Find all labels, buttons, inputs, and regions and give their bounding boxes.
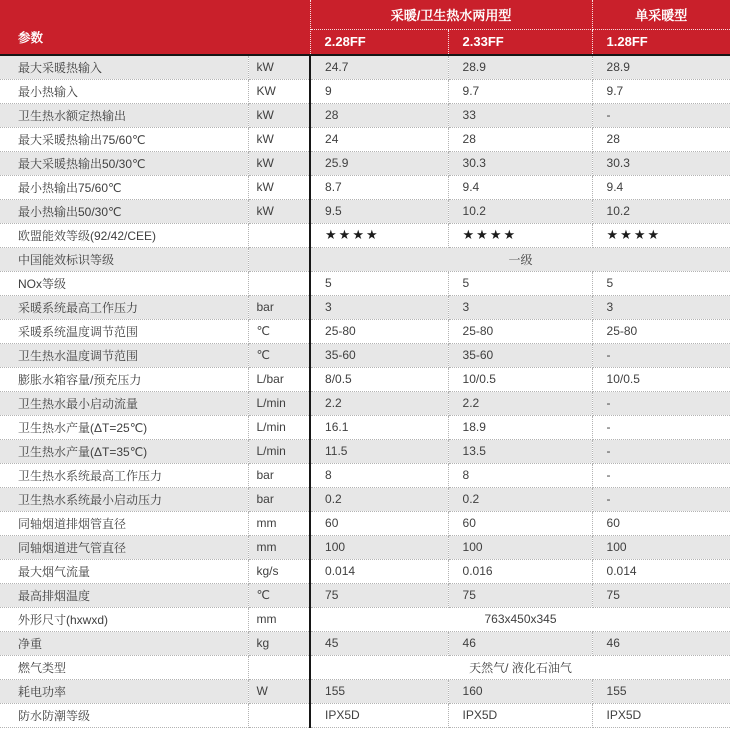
value-cell: 75 bbox=[592, 583, 730, 607]
unit-cell: L/min bbox=[248, 415, 310, 439]
value-cell: 9 bbox=[310, 79, 448, 103]
value-cell: - bbox=[592, 463, 730, 487]
param-cell: NOx等级 bbox=[0, 271, 248, 295]
value-cell: 13.5 bbox=[448, 439, 592, 463]
unit-cell: mm bbox=[248, 607, 310, 631]
unit-cell bbox=[248, 703, 310, 727]
value-cell: 8 bbox=[310, 463, 448, 487]
table-row bbox=[0, 175, 730, 199]
table-row bbox=[0, 199, 730, 223]
table-row bbox=[0, 511, 730, 535]
table-row bbox=[0, 631, 730, 655]
table-row bbox=[0, 55, 730, 79]
table-row bbox=[0, 127, 730, 151]
unit-cell: bar bbox=[248, 463, 310, 487]
unit-cell bbox=[248, 247, 310, 271]
value-cell: 24 bbox=[310, 127, 448, 151]
header-group-combi: 采暖/卫生热水两用型 bbox=[310, 0, 592, 29]
table-row bbox=[0, 391, 730, 415]
span-value-cell: 763x450x345 bbox=[310, 607, 730, 631]
unit-cell: W bbox=[248, 679, 310, 703]
param-cell: 卫生热水温度调节范围 bbox=[0, 343, 248, 367]
value-cell: 8/0.5 bbox=[310, 367, 448, 391]
unit-cell: kW bbox=[248, 55, 310, 79]
value-cell: 25-80 bbox=[310, 319, 448, 343]
value-cell: 46 bbox=[448, 631, 592, 655]
param-cell: 净重 bbox=[0, 631, 248, 655]
table-row bbox=[0, 439, 730, 463]
unit-cell: ℃ bbox=[248, 343, 310, 367]
value-cell: 60 bbox=[592, 511, 730, 535]
unit-cell: mm bbox=[248, 511, 310, 535]
value-cell: 100 bbox=[310, 535, 448, 559]
model-column-228ff: 2.28FF bbox=[310, 29, 448, 55]
value-cell: 5 bbox=[310, 271, 448, 295]
value-cell: 33 bbox=[448, 103, 592, 127]
value-cell: 60 bbox=[310, 511, 448, 535]
unit-cell: bar bbox=[248, 295, 310, 319]
param-cell: 最小热输出50/30℃ bbox=[0, 199, 248, 223]
table-row bbox=[0, 679, 730, 703]
table-row bbox=[0, 271, 730, 295]
table-row bbox=[0, 223, 730, 247]
param-cell: 卫生热水产量(ΔT=25℃) bbox=[0, 415, 248, 439]
value-cell: 5 bbox=[592, 271, 730, 295]
value-cell: - bbox=[592, 487, 730, 511]
unit-cell: KW bbox=[248, 79, 310, 103]
value-cell: 10/0.5 bbox=[448, 367, 592, 391]
value-cell: 10.2 bbox=[448, 199, 592, 223]
value-cell: 28 bbox=[592, 127, 730, 151]
param-cell: 最小热输入 bbox=[0, 79, 248, 103]
value-cell: 2.2 bbox=[310, 391, 448, 415]
value-cell: IPX5D bbox=[592, 703, 730, 727]
value-cell: 75 bbox=[448, 583, 592, 607]
table-row bbox=[0, 319, 730, 343]
header-group-row bbox=[0, 0, 730, 29]
value-cell: 9.4 bbox=[592, 175, 730, 199]
value-cell: 25-80 bbox=[592, 319, 730, 343]
param-cell: 卫生热水系统最高工作压力 bbox=[0, 463, 248, 487]
value-cell: 75 bbox=[310, 583, 448, 607]
value-cell: - bbox=[592, 391, 730, 415]
table-row bbox=[0, 343, 730, 367]
unit-cell: L/min bbox=[248, 391, 310, 415]
param-cell: 最大采暖热输出50/30℃ bbox=[0, 151, 248, 175]
value-cell: 28 bbox=[448, 127, 592, 151]
value-cell: 8 bbox=[448, 463, 592, 487]
value-cell: 155 bbox=[592, 679, 730, 703]
table-row bbox=[0, 487, 730, 511]
value-cell: 45 bbox=[310, 631, 448, 655]
value-cell: - bbox=[592, 103, 730, 127]
unit-cell bbox=[248, 271, 310, 295]
value-cell: 18.9 bbox=[448, 415, 592, 439]
unit-cell bbox=[248, 223, 310, 247]
value-cell: 0.2 bbox=[448, 487, 592, 511]
value-cell: 30.3 bbox=[448, 151, 592, 175]
unit-cell: kW bbox=[248, 151, 310, 175]
param-cell: 采暖系统最高工作压力 bbox=[0, 295, 248, 319]
value-cell: 25.9 bbox=[310, 151, 448, 175]
table-row bbox=[0, 103, 730, 127]
unit-cell: kg bbox=[248, 631, 310, 655]
table-row bbox=[0, 463, 730, 487]
value-cell: 35-60 bbox=[448, 343, 592, 367]
value-cell: 155 bbox=[310, 679, 448, 703]
param-cell: 膨胀水箱容量/预充压力 bbox=[0, 367, 248, 391]
value-cell: 16.1 bbox=[310, 415, 448, 439]
param-cell: 卫生热水系统最小启动压力 bbox=[0, 487, 248, 511]
value-cell: 28.9 bbox=[448, 55, 592, 79]
value-cell: 0.014 bbox=[592, 559, 730, 583]
param-cell: 卫生热水最小启动流量 bbox=[0, 391, 248, 415]
param-cell: 防水防潮等级 bbox=[0, 703, 248, 727]
star-rating-cell: ★★★★ bbox=[310, 223, 448, 247]
value-cell: IPX5D bbox=[310, 703, 448, 727]
param-cell: 最大烟气流量 bbox=[0, 559, 248, 583]
table-row bbox=[0, 703, 730, 727]
value-cell: 100 bbox=[448, 535, 592, 559]
table-header bbox=[0, 0, 730, 55]
value-cell: 160 bbox=[448, 679, 592, 703]
value-cell: 9.4 bbox=[448, 175, 592, 199]
value-cell: 0.014 bbox=[310, 559, 448, 583]
unit-cell: L/min bbox=[248, 439, 310, 463]
table-row bbox=[0, 247, 730, 271]
value-cell: - bbox=[592, 343, 730, 367]
unit-cell: ℃ bbox=[248, 319, 310, 343]
unit-cell bbox=[248, 655, 310, 679]
param-cell: 欧盟能效等级(92/42/CEE) bbox=[0, 223, 248, 247]
value-cell: - bbox=[592, 415, 730, 439]
span-value-cell: 一级 bbox=[310, 247, 730, 271]
value-cell: 30.3 bbox=[592, 151, 730, 175]
param-cell: 最大采暖热输出75/60℃ bbox=[0, 127, 248, 151]
star-rating-cell: ★★★★ bbox=[592, 223, 730, 247]
value-cell: 3 bbox=[310, 295, 448, 319]
value-cell: 24.7 bbox=[310, 55, 448, 79]
value-cell: 0.2 bbox=[310, 487, 448, 511]
unit-cell: L/bar bbox=[248, 367, 310, 391]
table-row bbox=[0, 151, 730, 175]
param-cell: 最小热输出75/60℃ bbox=[0, 175, 248, 199]
table-row bbox=[0, 583, 730, 607]
param-cell: 外形尺寸(hxwxd) bbox=[0, 607, 248, 631]
param-cell: 最大采暖热输入 bbox=[0, 55, 248, 79]
unit-cell: kW bbox=[248, 199, 310, 223]
table-row bbox=[0, 607, 730, 631]
table-row bbox=[0, 655, 730, 679]
value-cell: 3 bbox=[592, 295, 730, 319]
value-cell: 8.7 bbox=[310, 175, 448, 199]
table-row bbox=[0, 367, 730, 391]
value-cell: 9.5 bbox=[310, 199, 448, 223]
star-rating-cell: ★★★★ bbox=[448, 223, 592, 247]
param-cell: 最高排烟温度 bbox=[0, 583, 248, 607]
unit-cell: bar bbox=[248, 487, 310, 511]
value-cell: 35-60 bbox=[310, 343, 448, 367]
table-row bbox=[0, 535, 730, 559]
param-cell: 燃气类型 bbox=[0, 655, 248, 679]
unit-cell: mm bbox=[248, 535, 310, 559]
header-group-heating-only: 单采暖型 bbox=[592, 0, 730, 29]
value-cell: 25-80 bbox=[448, 319, 592, 343]
param-cell: 卫生热水额定热输出 bbox=[0, 103, 248, 127]
value-cell: 28 bbox=[310, 103, 448, 127]
param-cell: 中国能效标识等级 bbox=[0, 247, 248, 271]
value-cell: 11.5 bbox=[310, 439, 448, 463]
value-cell: 100 bbox=[592, 535, 730, 559]
unit-cell: ℃ bbox=[248, 583, 310, 607]
param-cell: 同轴烟道排烟管直径 bbox=[0, 511, 248, 535]
model-column-233ff: 2.33FF bbox=[448, 29, 592, 55]
param-cell: 卫生热水产量(ΔT=35℃) bbox=[0, 439, 248, 463]
value-cell: 5 bbox=[448, 271, 592, 295]
value-cell: 0.016 bbox=[448, 559, 592, 583]
param-cell: 耗电功率 bbox=[0, 679, 248, 703]
value-cell: 10.2 bbox=[592, 199, 730, 223]
value-cell: 10/0.5 bbox=[592, 367, 730, 391]
table-body bbox=[0, 55, 730, 727]
unit-cell: kW bbox=[248, 103, 310, 127]
value-cell: 9.7 bbox=[448, 79, 592, 103]
unit-cell: kW bbox=[248, 127, 310, 151]
unit-cell: kg/s bbox=[248, 559, 310, 583]
table-row bbox=[0, 559, 730, 583]
value-cell: 2.2 bbox=[448, 391, 592, 415]
unit-cell: kW bbox=[248, 175, 310, 199]
value-cell: IPX5D bbox=[448, 703, 592, 727]
value-cell: 46 bbox=[592, 631, 730, 655]
value-cell: 9.7 bbox=[592, 79, 730, 103]
param-cell: 采暖系统温度调节范围 bbox=[0, 319, 248, 343]
value-cell: 3 bbox=[448, 295, 592, 319]
value-cell: - bbox=[592, 439, 730, 463]
value-cell: 28.9 bbox=[592, 55, 730, 79]
table-row bbox=[0, 79, 730, 103]
param-cell: 同轴烟道进气管直径 bbox=[0, 535, 248, 559]
table-row bbox=[0, 415, 730, 439]
value-cell: 60 bbox=[448, 511, 592, 535]
model-column-128ff: 1.28FF bbox=[592, 29, 730, 55]
table-row bbox=[0, 295, 730, 319]
param-header-cell: 参数 bbox=[0, 0, 310, 55]
span-value-cell: 天然气/ 液化石油气 bbox=[310, 655, 730, 679]
